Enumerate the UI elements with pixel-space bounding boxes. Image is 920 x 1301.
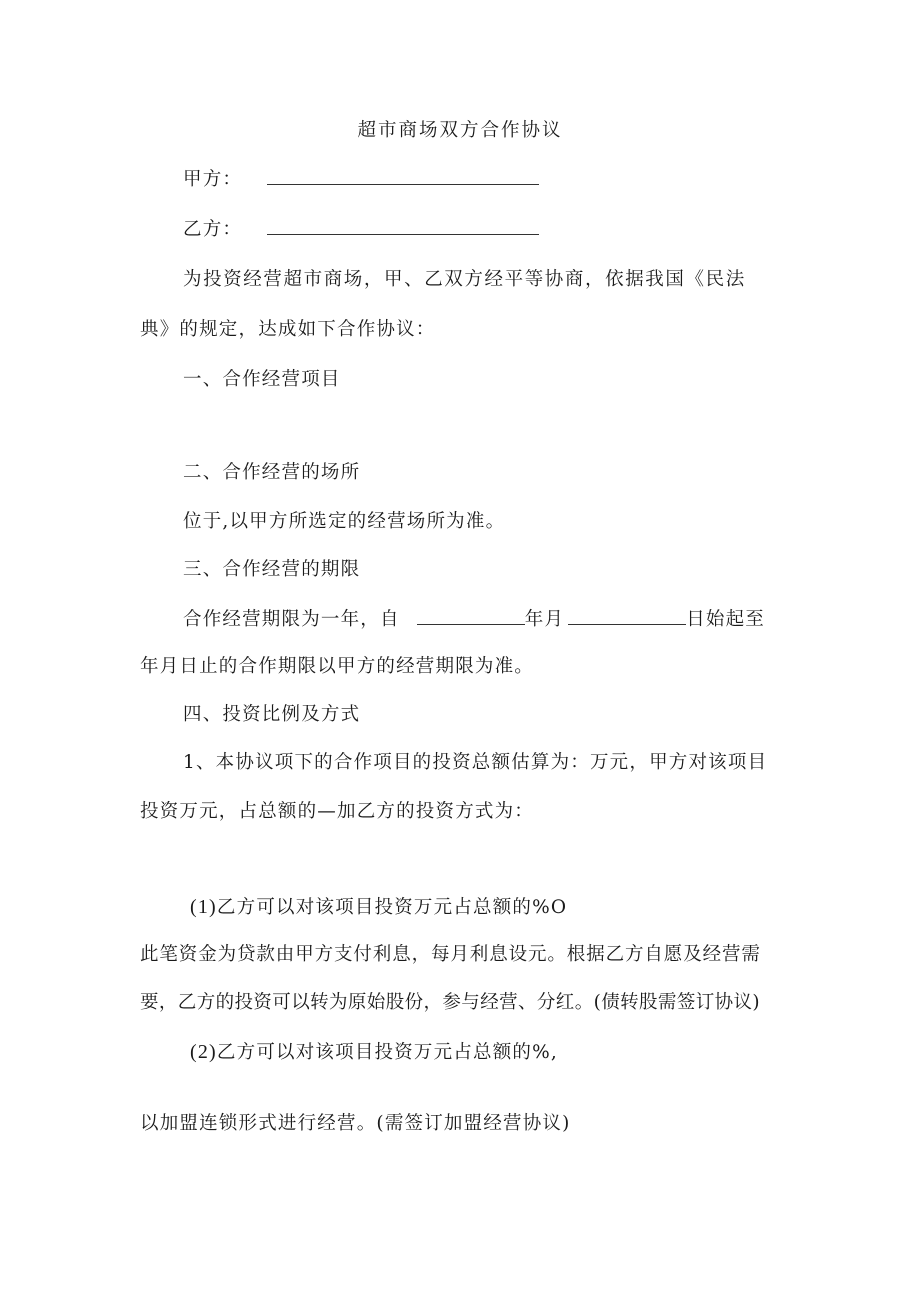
term-text-b: 年月 — [524, 609, 565, 630]
document-title: 超市商场双方合作协议 — [357, 120, 563, 141]
section-3-line-1 — [183, 606, 765, 632]
party-a-label: 甲方： — [183, 169, 243, 190]
party-a-row — [183, 166, 539, 192]
section-3-heading: 三、合作经营的期限 — [183, 559, 361, 580]
start-day-blank — [568, 606, 686, 625]
item-1-line-3: 要，乙方的投资可以转为原始股份，参与经营、分红。(债转股需签订协议) — [140, 992, 761, 1013]
item-1-text: 乙方可以对该项目投资万元占总额的%O — [216, 897, 568, 918]
item-2-heading — [190, 1040, 558, 1065]
item-2-line-2: 以加盟连锁形式进行经营。(需签订加盟经营协议) — [140, 1113, 571, 1134]
intro-line-2: 典》的规定，达成如下合作协议： — [140, 319, 436, 340]
section-3-line-2: 年月日止的合作期限以甲方的经营期限为准。 — [140, 656, 535, 677]
item-1-line-2: 此笔资金为贷款由甲方支付利息，每月利息设元。根据乙方自愿及经营需 — [140, 944, 761, 965]
party-a-blank — [267, 166, 539, 185]
item-1-heading — [190, 895, 567, 920]
item-1-number: (1) — [190, 896, 217, 918]
section-2-body: 位于,以甲方所选定的经营场所为准。 — [183, 511, 506, 532]
item-2-number: (2) — [190, 1041, 217, 1063]
section-4-heading: 四、投资比例及方式 — [183, 704, 361, 725]
intro-line-1: 为投资经营超市商场，甲、乙双方经平等协商，依据我国《民法 — [183, 269, 746, 290]
term-text-c: 日始起至 — [686, 609, 766, 630]
section-2-heading: 二、合作经营的场所 — [183, 462, 361, 483]
party-b-blank — [267, 216, 539, 235]
party-b-row — [183, 216, 539, 242]
party-b-label: 乙方： — [183, 219, 243, 240]
term-text-a: 合作经营期限为一年，自 — [183, 609, 400, 630]
item-2-text: 乙方可以对该项目投资万元占总额的%, — [216, 1042, 558, 1063]
section-4-p1-line-1: 1、本协议项下的合作项目的投资总额估算为：万元，甲方对该项目 — [183, 752, 768, 773]
section-1-heading: 一、合作经营项目 — [183, 369, 341, 390]
start-year-blank — [417, 606, 525, 625]
section-4-p1-line-2: 投资万元，占总额的—加乙方的投资方式为： — [140, 801, 535, 822]
